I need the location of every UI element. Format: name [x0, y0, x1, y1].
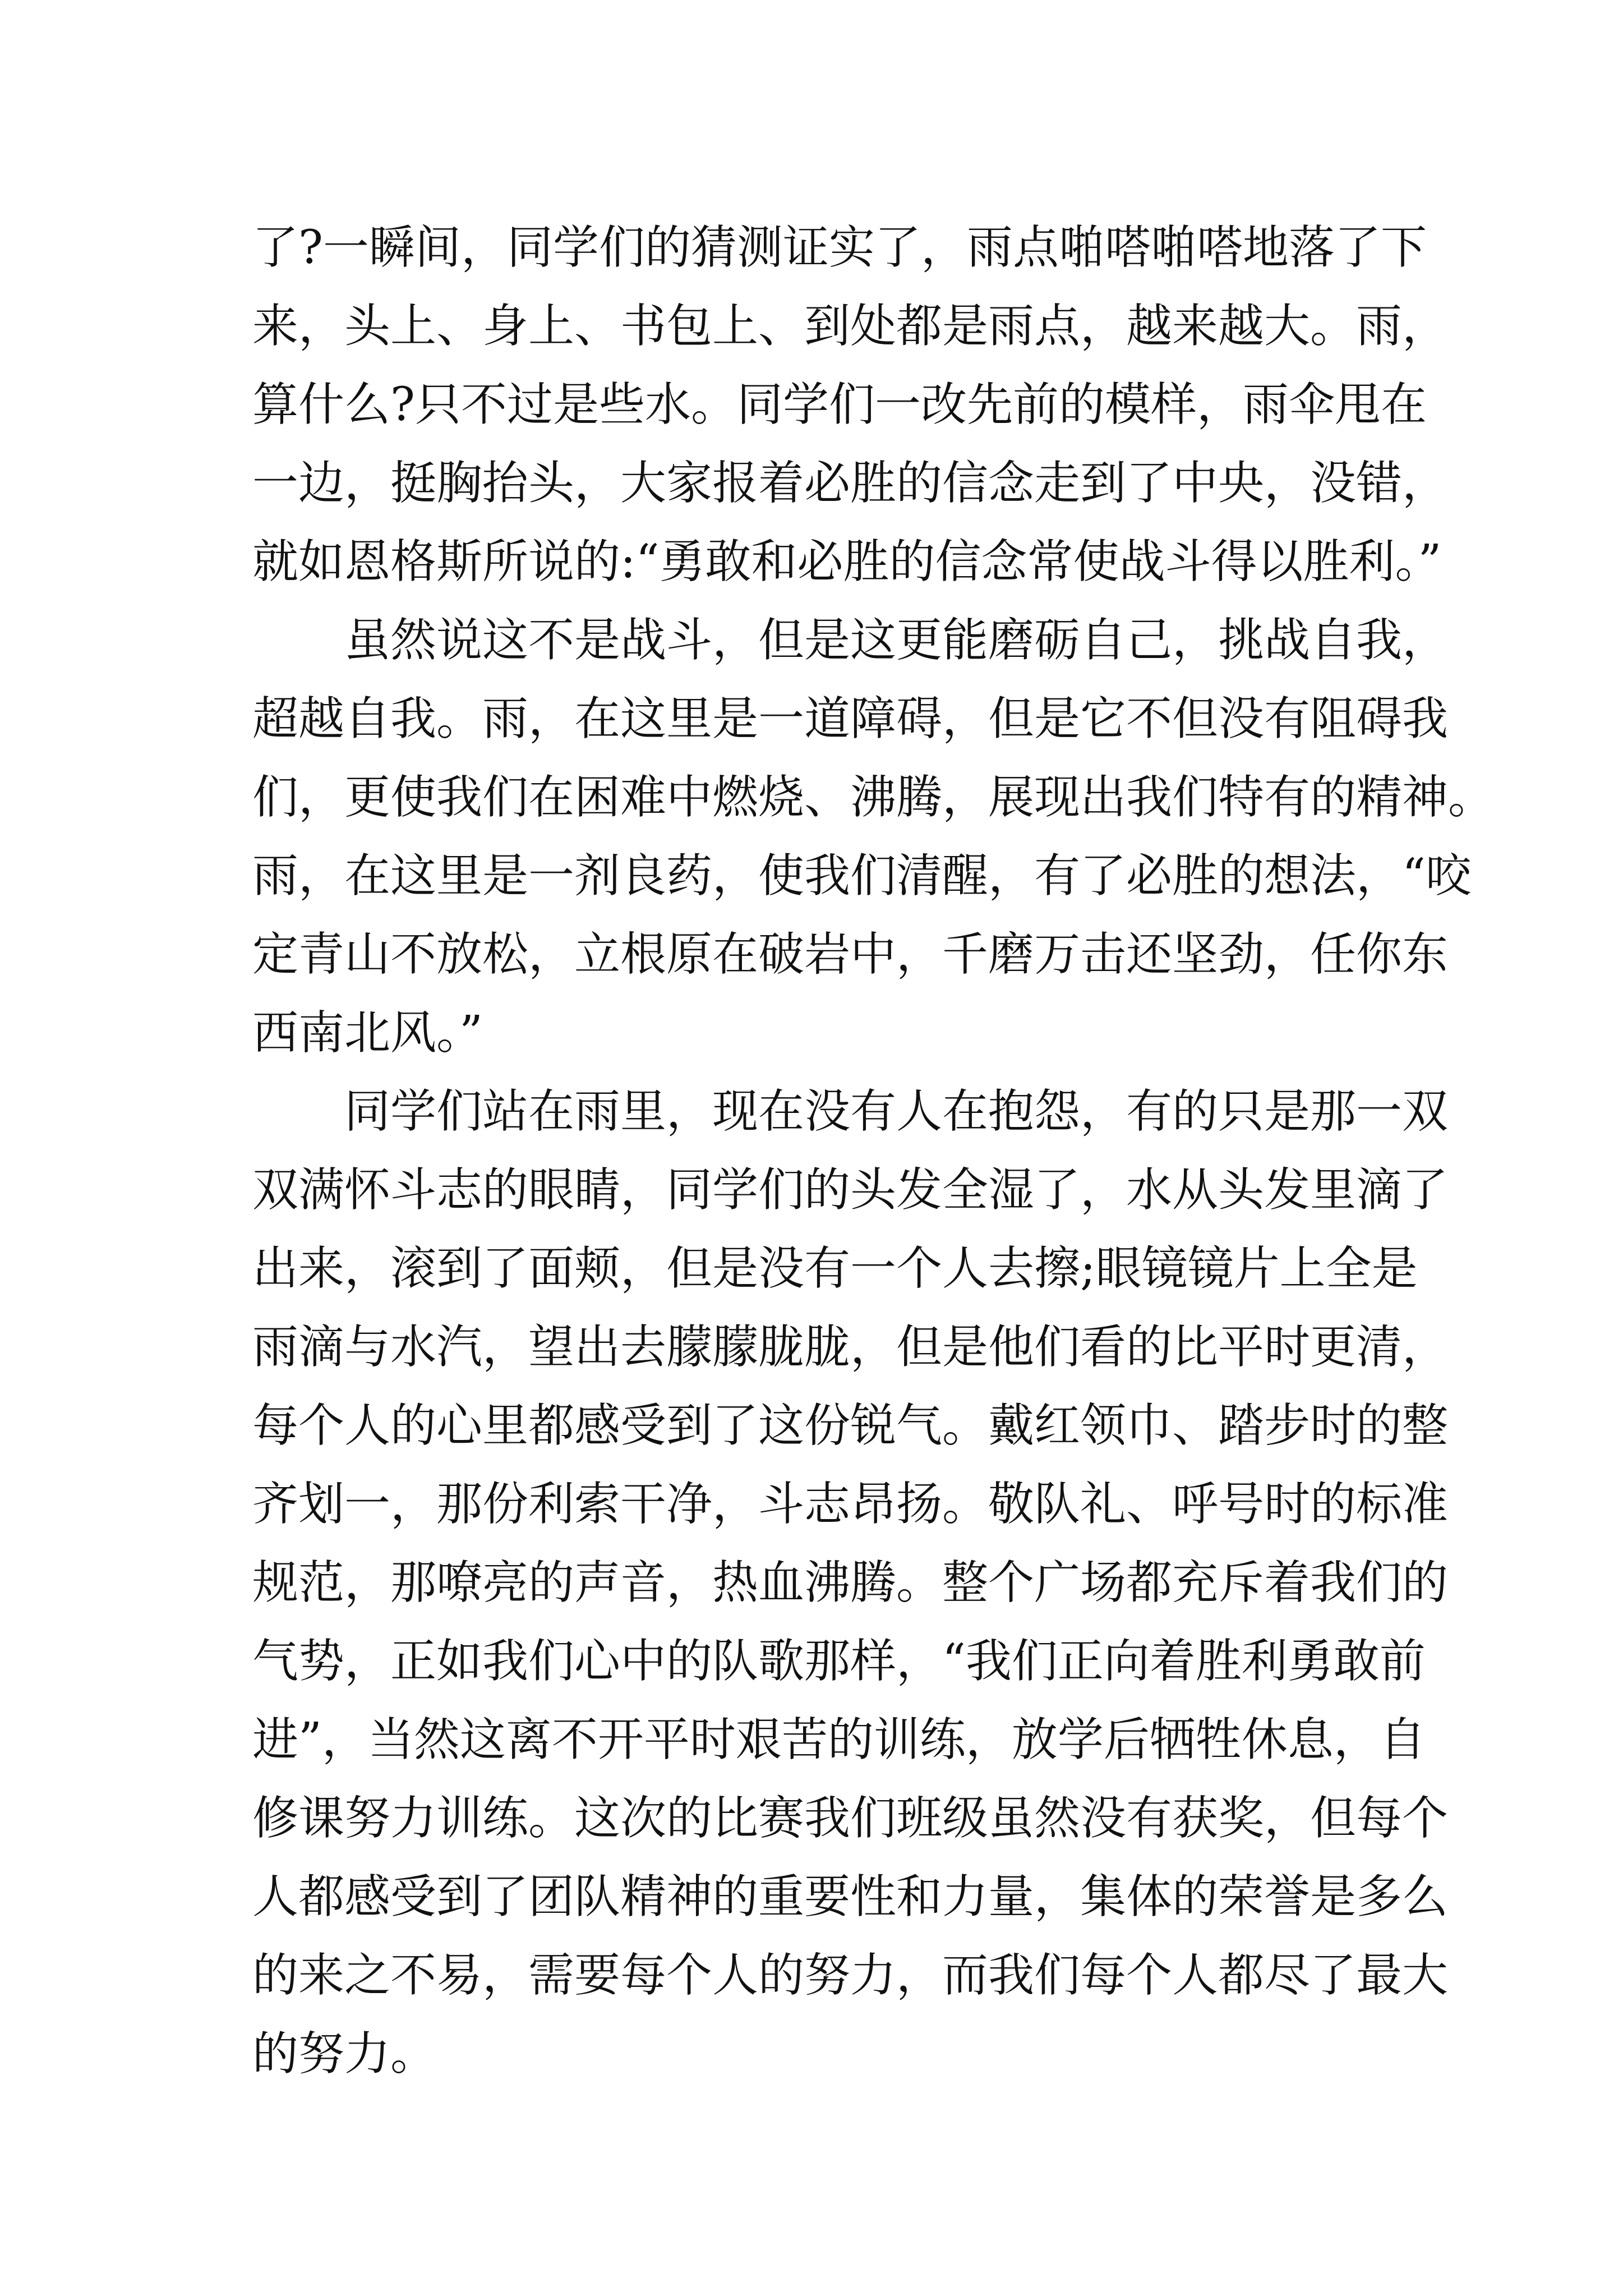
paragraph-1	[252, 209, 1449, 601]
paragraph-3	[252, 1073, 1449, 2093]
text-line: 一边，挺胸抬头，大家报着必胜的信念走到了中央，没错，	[252, 457, 1449, 510]
text-line: 雨，在这里是一剂良药，使我们清醒，有了必胜的想法，“咬	[252, 849, 1472, 903]
text-line: 双满怀斗志的眼睛，同学们的头发全湿了，水从头发里滴了	[252, 1163, 1449, 1217]
body-text	[252, 209, 1495, 2093]
text-line: 规范，那嘹亮的声音，热血沸腾。整个广场都充斥着我们的	[252, 1556, 1449, 1609]
text-line: 来，头上、身上、书包上、到处都是雨点，越来越大。雨，	[252, 300, 1449, 353]
text-line: 西南北风。”	[252, 1006, 483, 1060]
text-line: 同学们站在雨里，现在没有人在抱怨，有的只是那一双	[344, 1085, 1449, 1138]
text-line: 的来之不易，需要每个人的努力，而我们每个人都尽了最大	[252, 1949, 1449, 2002]
text-line: 超越自我。雨，在这里是一道障碍，但是它不但没有阻碍我	[252, 692, 1449, 746]
paragraph-2	[252, 601, 1495, 1073]
text-line: 就如恩格斯所说的:“勇敢和必胜的信念常使战斗得以胜利。”	[252, 535, 1442, 588]
text-line: 每个人的心里都感受到了这份锐气。戴红领巾、踏步时的整	[252, 1399, 1449, 1452]
text-line: 修课努力训练。这次的比赛我们班级虽然没有获奖，但每个	[252, 1792, 1449, 1845]
text-line: 人都感受到了团队精神的重要性和力量，集体的荣誉是多么	[252, 1870, 1449, 1924]
text-line: 们，更使我们在困难中燃烧、沸腾，展现出我们特有的精神。	[252, 771, 1495, 824]
text-line: 虽然说这不是战斗，但是这更能磨砺自己，挑战自我，	[344, 614, 1449, 667]
text-line: 气势，正如我们心中的队歌那样，“我们正向着胜利勇敢前	[252, 1635, 1426, 1688]
text-line: 算什么?只不过是些水。同学们一改先前的模样，雨伞甩在	[252, 378, 1427, 431]
text-line: 齐划一，那份利索干净，斗志昂扬。敬队礼、呼号时的标准	[252, 1478, 1449, 1531]
text-line: 进”，当然这离不开平时艰苦的训练，放学后牺牲休息，自	[252, 1713, 1426, 1766]
text-line: 雨滴与水汽，望出去朦朦胧胧，但是他们看的比平时更清，	[252, 1320, 1449, 1374]
text-line: 定青山不放松，立根原在破岩中，千磨万击还坚劲，任你东	[252, 928, 1449, 981]
text-line: 了?一瞬间，同学们的猜测证实了，雨点啪嗒啪嗒地落了下	[252, 221, 1427, 274]
text-line: 的努力。	[252, 2027, 437, 2081]
text-line: 出来，滚到了面颊，但是没有一个人去擦;眼镜镜片上全是	[252, 1242, 1418, 1295]
